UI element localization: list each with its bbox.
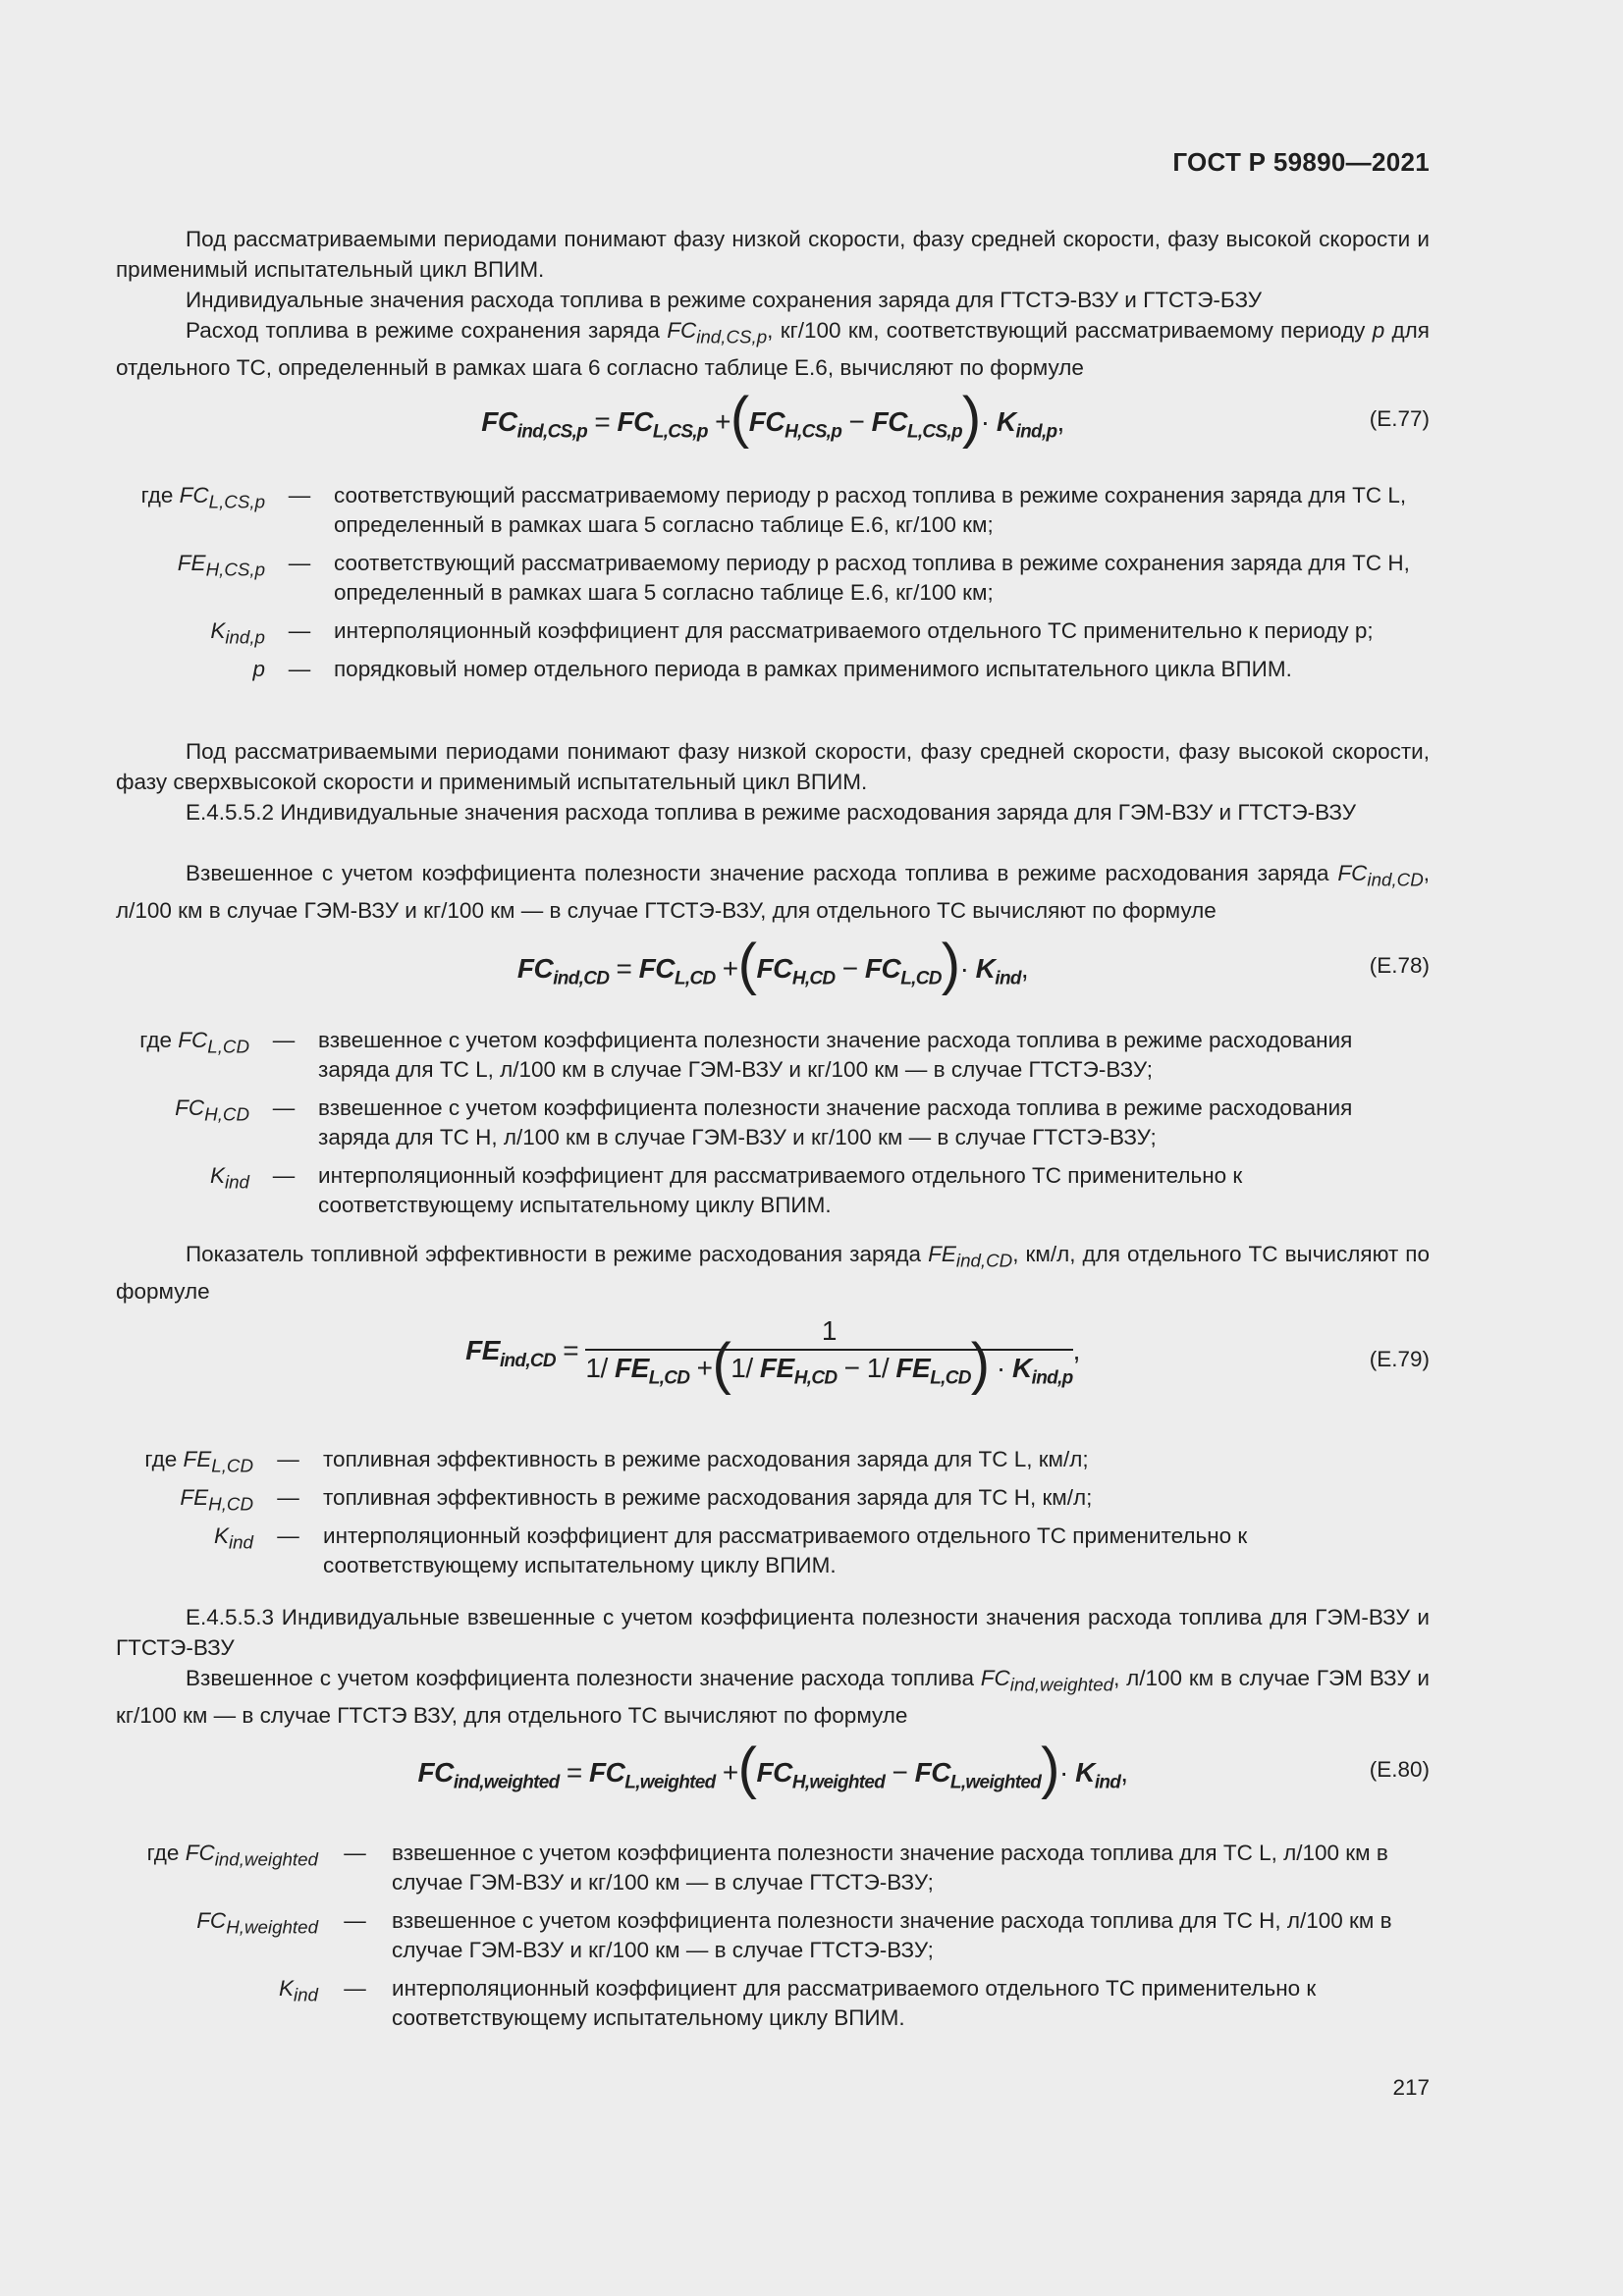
definition-text: взвешенное с учетом коэффициента полезности значение расхода топлива для ТС Н, л/100 км в случае ГЭМ-ВЗУ и кг/100 км — в случае ГТСТЭ-ВЗУ; xyxy=(392,1908,1392,1962)
paragraph-periods-2: Под рассматриваемыми периодами понимают фазу низкой скорости, фазу средней скорости, фазу высокой скорости, фазу сверхвысокой скорости и применимый испытательный цикл ВПИМ. xyxy=(116,739,1430,794)
definition-dash: — xyxy=(277,1523,299,1548)
definition-item xyxy=(116,1094,1430,1152)
definitions-e79 xyxy=(116,1445,1430,1589)
definition-dash: — xyxy=(277,1447,299,1471)
definition-symbol: где $FC_{L,CS,p}$ xyxy=(140,483,265,512)
definition-dash: — xyxy=(272,1028,296,1052)
definition-text: порядковый номер отдельного периода в рамках применимого испытательного цикла ВПИМ. xyxy=(334,657,1292,681)
formula-e80 xyxy=(116,1736,1430,1812)
definition-text: топливная эффективность в режиме расходования заряда для ТС Н, км/л; xyxy=(323,1485,1093,1510)
definition-symbol: $FC_{H,weighted}$ xyxy=(196,1908,318,1938)
formula-e78-expression: $FC_{ind,CD} = FC_{L,CD} +(FC_{H,CD} - FC_{L,CD})\cdot K_{ind}$, xyxy=(516,933,1029,996)
formula-e79-number: (Е.79) xyxy=(1369,1347,1430,1371)
definition-text: взвешенное с учетом коэффициента полезности значение расхода топлива в режиме расходования заряда для ТС Н, л/100 км в случае ГЭМ-ВЗУ и кг/100 км — в случае ГТСТЭ-ВЗУ; xyxy=(318,1095,1353,1149)
definition-dash: — xyxy=(344,1841,366,1865)
definition-symbol: $K_{ind,p}$ xyxy=(210,618,265,648)
definition-item xyxy=(116,655,1430,684)
definition-symbol: $FE_{H,CD}$ xyxy=(180,1485,253,1515)
definition-symbol: $K_{ind}$ xyxy=(213,1523,253,1553)
definition-item xyxy=(116,549,1430,608)
definition-symbol: где $FE_{L,CD}$ xyxy=(144,1447,253,1476)
definition-item xyxy=(116,1974,1430,2033)
formula-e79-fraction xyxy=(585,1315,1073,1396)
paragraph-cd-intro: Взвешенное с учетом коэффициента полезности значение расхода топлива в режиме расходования заряда $FC_{ind,CD}$, л/100 км в случае ГЭМ-ВЗУ и кг/100 км — в случае ГТСТЭ-ВЗУ, для отдельного ТС вычисляют по формуле xyxy=(116,861,1430,923)
definition-item xyxy=(116,1445,1430,1474)
definition-text: взвешенное с учетом коэффициента полезности значение расхода топлива для ТС L, л/100 км в случае ГЭМ-ВЗУ и кг/100 км — в случае ГТСТЭ-ВЗУ; xyxy=(392,1841,1388,1895)
definition-item xyxy=(116,1839,1430,1897)
formula-e77-number: (Е.77) xyxy=(1369,406,1430,431)
paragraph-cs-intro: Расход топлива в режиме сохранения заряда $FC_{ind,CS,p}$, кг/100 км, соответствующий рассматриваемому периоду p для отдельного ТС, определенный в рамках шага 6 согласно таблице Е.6, вычисляют по формуле xyxy=(116,318,1430,380)
definition-symbol: $K_{ind}$ xyxy=(278,1976,318,2005)
paragraph-cs-heading: Индивидуальные значения расхода топлива в режиме сохранения заряда для ГТСТЭ-ВЗУ и ГТСТЭ-БЗУ xyxy=(186,288,1263,312)
definition-item xyxy=(116,1161,1430,1220)
paragraph-weighted-intro: Взвешенное с учетом коэффициента полезности значение расхода топлива $FC_{ind,weighted}$, л/100 км в случае ГЭМ ВЗУ и кг/100 км — в случае ГТСТЭ ВЗУ, для отдельного ТС вычисляют по формуле xyxy=(116,1666,1430,1728)
formula-e78-number: (Е.78) xyxy=(1369,953,1430,978)
definition-text: топливная эффективность в режиме расходования заряда для ТС L, км/л; xyxy=(323,1447,1089,1471)
definition-dash: — xyxy=(344,1908,366,1933)
formula-e80-number: (Е.80) xyxy=(1369,1757,1430,1782)
definition-dash: — xyxy=(277,1485,299,1510)
definition-dash: — xyxy=(272,1163,296,1188)
formula-e79 xyxy=(116,1315,1430,1414)
definition-symbol: где $FC_{ind,weighted}$ xyxy=(146,1841,318,1870)
definition-item xyxy=(116,616,1430,646)
definition-text: интерполяционный коэффициент для рассматриваемого отдельного ТС применительно к соответствующему испытательному циклу ВПИМ. xyxy=(323,1523,1248,1577)
definition-text: интерполяционный коэффициент для рассматриваемого отдельного ТС применительно к соответствующему испытательному циклу ВПИМ. xyxy=(318,1163,1243,1217)
definition-item xyxy=(116,1906,1430,1965)
definitions-e77 xyxy=(116,481,1430,693)
definition-item xyxy=(116,1026,1430,1085)
formula-e77 xyxy=(116,386,1430,461)
formula-e80-expression: $FC_{ind,weighted} = FC_{L,weighted} +(FC_{H,weighted} - FC_{L,weighted})\cdot K_{ind}$, xyxy=(417,1736,1128,1800)
definition-text: взвешенное с учетом коэффициента полезности значение расхода топлива в режиме расходования заряда для ТС L, л/100 км в случае ГЭМ-ВЗУ и кг/100 км — в случае ГТСТЭ-ВЗУ; xyxy=(318,1028,1353,1082)
formula-e77-expression: $FC_{ind,CS,p} = FC_{L,CS,p} +(FC_{H,CS,p} - FC_{L,CS,p})\cdot K_{ind,p}$, xyxy=(481,386,1064,450)
formula-e79-expression: $FE_{ind,CD}$ = $\frac{1}{1/ FE_{L,CD} +(1/ FE_{H,CD} - 1/ FE_{L,CD}) \cdot K_{ind,p}}$ , xyxy=(465,1315,1080,1396)
definition-text: интерполяционный коэффициент для рассматриваемого отдельного ТС применительно к соответствующему испытательному циклу ВПИМ. xyxy=(392,1976,1317,2030)
definition-dash: — xyxy=(272,1095,296,1120)
definition-text: соответствующий рассматриваемому периоду p расход топлива в режиме сохранения заряда для ТС L, определенный в рамках шага 5 согласно таблице Е.6, кг/100 км; xyxy=(334,483,1407,537)
definition-item xyxy=(116,481,1430,540)
definition-dash: — xyxy=(288,657,311,681)
paragraph-fe-intro: Показатель топливной эффективности в режиме расходования заряда $FE_{ind,CD}$, км/л, для отдельного ТС вычисляют по формуле xyxy=(116,1242,1430,1304)
definitions-e78 xyxy=(116,1026,1430,1229)
definition-symbol: где $FC_{L,CD}$ xyxy=(139,1028,249,1057)
definition-text: интерполяционный коэффициент для рассматриваемого отдельного ТС применительно к периоду p; xyxy=(334,618,1374,643)
definitions-e80 xyxy=(116,1839,1430,2042)
section-e4553-heading: Е.4.5.5.3 Индивидуальные взвешенные с учетом коэффициента полезности значения расхода топлива для ГЭМ-ВЗУ и ГТСТЭ-ВЗУ xyxy=(116,1605,1430,1660)
document-header: ГОСТ Р 59890—2021 xyxy=(1172,147,1430,177)
definition-dash: — xyxy=(288,618,311,643)
definition-symbol: $FC_{H,CD}$ xyxy=(175,1095,249,1125)
paragraph-periods-1: Под рассматриваемыми периодами понимают фазу низкой скорости, фазу средней скорости, фазу высокой скорости и применимый испытательный цикл ВПИМ. xyxy=(116,227,1430,282)
definition-symbol: $FE_{H,CS,p}$ xyxy=(177,551,265,580)
formula-e78 xyxy=(116,933,1430,1008)
definition-symbol: $K_{ind}$ xyxy=(209,1163,249,1193)
definition-item xyxy=(116,1483,1430,1513)
formula-e79-numerator: 1 xyxy=(585,1315,1072,1351)
page-number: 217 xyxy=(1392,2075,1430,2100)
definition-item xyxy=(116,1522,1430,1580)
definition-text: соответствующий рассматриваемому периоду p расход топлива в режиме сохранения заряда для ТС Н, определенный в рамках шага 5 согласно таблице Е.6, кг/100 км; xyxy=(334,551,1410,605)
section-e4552-heading: Е.4.5.5.2 Индивидуальные значения расхода топлива в режиме расходования заряда для ГЭМ-ВЗУ и ГТСТЭ-ВЗУ xyxy=(186,800,1357,825)
definition-dash: — xyxy=(344,1976,366,2001)
definition-symbol: p xyxy=(252,657,265,681)
definition-dash: — xyxy=(288,551,311,575)
formula-e79-denominator: 1/ $FE_{L,CD} +(1/$ $FE_{H,CD} - 1/$ $FE_{L,CD}) \cdot K_{ind,p}$ xyxy=(585,1332,1073,1396)
definition-dash: — xyxy=(288,483,311,507)
